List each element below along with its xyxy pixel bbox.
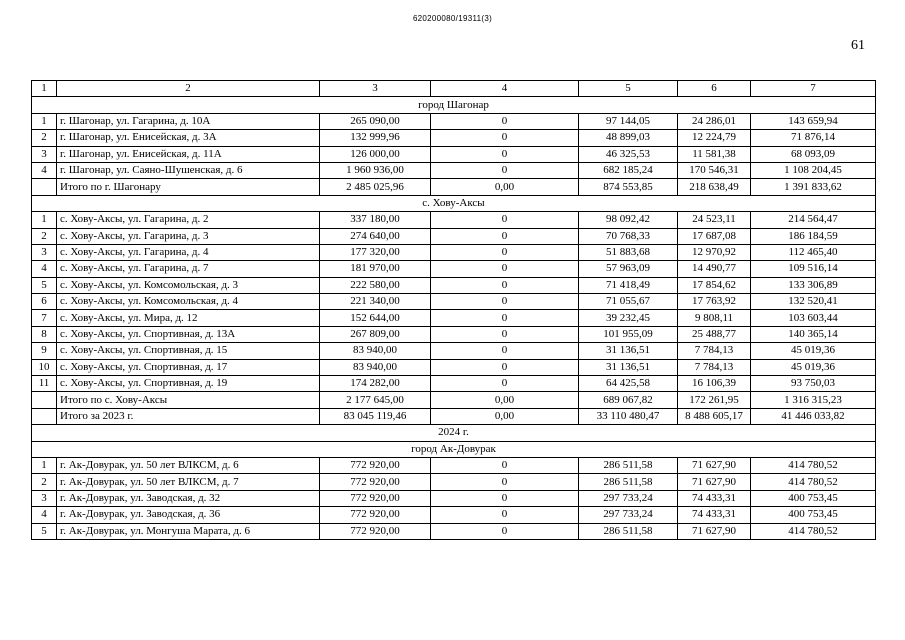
- table-cell: 286 511,58: [579, 474, 678, 490]
- table-cell: [32, 392, 57, 408]
- table-cell: 3: [32, 244, 57, 260]
- table-cell: 46 325,53: [579, 146, 678, 162]
- table-cell: г. Ак-Довурак, ул. Монгуша Марата, д. 6: [57, 523, 320, 539]
- table-cell: 74 433,31: [678, 507, 751, 523]
- table-cell: 0: [431, 294, 579, 310]
- table-cell: 286 511,58: [579, 457, 678, 473]
- table-cell: 267 809,00: [320, 326, 431, 342]
- table-cell: 4: [32, 261, 57, 277]
- table-cell: 152 644,00: [320, 310, 431, 326]
- table-cell: 14 490,77: [678, 261, 751, 277]
- table-cell: 7: [32, 310, 57, 326]
- table-row: [32, 310, 876, 326]
- table-cell: 874 553,85: [579, 179, 678, 195]
- table-cell: 1 108 204,45: [751, 162, 876, 178]
- table-cell: 0: [431, 343, 579, 359]
- table-cell: г. Ак-Довурак, ул. Заводская, д. 32: [57, 490, 320, 506]
- table-cell: 297 733,24: [579, 490, 678, 506]
- section-title: город Шагонар: [32, 97, 876, 113]
- table-cell: 0: [431, 277, 579, 293]
- table-cell: с. Хову-Аксы, ул. Гагарина, д. 2: [57, 212, 320, 228]
- table-cell: 181 970,00: [320, 261, 431, 277]
- table-cell: 24 286,01: [678, 113, 751, 129]
- table-cell: 0: [431, 228, 579, 244]
- table-cell: 51 883,68: [579, 244, 678, 260]
- section-row: [32, 425, 876, 441]
- table-cell: 689 067,82: [579, 392, 678, 408]
- table-cell: 31 136,51: [579, 343, 678, 359]
- table-cell: г. Ак-Довурак, ул. Заводская, д. 36: [57, 507, 320, 523]
- table-cell: 68 093,09: [751, 146, 876, 162]
- table-cell: 222 580,00: [320, 277, 431, 293]
- table-cell: 1 391 833,62: [751, 179, 876, 195]
- section-title: город Ак-Довурак: [32, 441, 876, 457]
- table-cell: 132 520,41: [751, 294, 876, 310]
- table-cell: [32, 179, 57, 195]
- table-cell: 17 763,92: [678, 294, 751, 310]
- table-cell: 48 899,03: [579, 130, 678, 146]
- table-cell: 172 261,95: [678, 392, 751, 408]
- table-cell: 221 340,00: [320, 294, 431, 310]
- table-cell: 74 433,31: [678, 490, 751, 506]
- table-cell: с. Хову-Аксы, ул. Мира, д. 12: [57, 310, 320, 326]
- table-cell: с. Хову-Аксы, ул. Гагарина, д. 7: [57, 261, 320, 277]
- table-row: [32, 474, 876, 490]
- table-cell: 133 306,89: [751, 277, 876, 293]
- table-cell: 274 640,00: [320, 228, 431, 244]
- table-cell: 0: [431, 490, 579, 506]
- table-row: [32, 146, 876, 162]
- page-number: 61: [851, 38, 865, 53]
- table-cell: 0: [431, 113, 579, 129]
- table-cell: 9 808,11: [678, 310, 751, 326]
- table-cell: 83 045 119,46: [320, 408, 431, 424]
- table-cell: 2: [32, 474, 57, 490]
- column-header: 1: [32, 81, 57, 97]
- table-cell: 772 920,00: [320, 490, 431, 506]
- table-cell: 39 232,45: [579, 310, 678, 326]
- table-cell: г. Ак-Довурак, ул. 50 лет ВЛКСМ, д. 6: [57, 457, 320, 473]
- table-cell: 71 418,49: [579, 277, 678, 293]
- table-cell: 1: [32, 457, 57, 473]
- table-cell: 5: [32, 277, 57, 293]
- table-cell: 45 019,36: [751, 359, 876, 375]
- table-cell: 297 733,24: [579, 507, 678, 523]
- table-cell: 218 638,49: [678, 179, 751, 195]
- table-cell: 10: [32, 359, 57, 375]
- table-cell: 3: [32, 146, 57, 162]
- table-cell: 132 999,96: [320, 130, 431, 146]
- table-row: [32, 294, 876, 310]
- table-cell: 64 425,58: [579, 376, 678, 392]
- table-cell: 414 780,52: [751, 523, 876, 539]
- section-row: [32, 195, 876, 211]
- table-cell: г. Ак-Довурак, ул. 50 лет ВЛКСМ, д. 7: [57, 474, 320, 490]
- table-cell: 1: [32, 113, 57, 129]
- table-cell: 11 581,38: [678, 146, 751, 162]
- table-cell: 101 955,09: [579, 326, 678, 342]
- table-cell: 0: [431, 162, 579, 178]
- table-cell: 12 224,79: [678, 130, 751, 146]
- table-cell: 83 940,00: [320, 343, 431, 359]
- column-header: 3: [320, 81, 431, 97]
- table-cell: Итого по г. Шагонару: [57, 179, 320, 195]
- table-cell: 0: [431, 359, 579, 375]
- table-cell: 24 523,11: [678, 212, 751, 228]
- table-cell: 0,00: [431, 392, 579, 408]
- table-row: [32, 376, 876, 392]
- table-row: [32, 212, 876, 228]
- table-cell: 4: [32, 162, 57, 178]
- table-row: [32, 326, 876, 342]
- table-cell: 414 780,52: [751, 474, 876, 490]
- table-cell: 0: [431, 310, 579, 326]
- table-cell: 3: [32, 490, 57, 506]
- section-row: [32, 97, 876, 113]
- data-table: [31, 80, 876, 540]
- table-row: [32, 277, 876, 293]
- table-cell: 186 184,59: [751, 228, 876, 244]
- table-cell: 0: [431, 376, 579, 392]
- table-cell: 2 485 025,96: [320, 179, 431, 195]
- column-header: 7: [751, 81, 876, 97]
- table-cell: 214 564,47: [751, 212, 876, 228]
- table-cell: 71 627,90: [678, 457, 751, 473]
- table-cell: 414 780,52: [751, 457, 876, 473]
- table-row: [32, 343, 876, 359]
- table-cell: 2 177 645,00: [320, 392, 431, 408]
- document-code: 620200080/19311(3): [412, 14, 493, 23]
- table-cell: [32, 408, 57, 424]
- table-cell: 11: [32, 376, 57, 392]
- column-header: 4: [431, 81, 579, 97]
- column-header: 5: [579, 81, 678, 97]
- table-row: [32, 359, 876, 375]
- table-row: [32, 228, 876, 244]
- table-cell: 97 144,05: [579, 113, 678, 129]
- table-cell: 2: [32, 228, 57, 244]
- table-cell: 17 854,62: [678, 277, 751, 293]
- table-cell: г. Шагонар, ул. Саяно-Шушенская, д. 6: [57, 162, 320, 178]
- table-cell: 83 940,00: [320, 359, 431, 375]
- table-cell: с. Хову-Аксы, ул. Спортивная, д. 13А: [57, 326, 320, 342]
- table-cell: 8: [32, 326, 57, 342]
- table-cell: 0: [431, 457, 579, 473]
- total-row: [32, 392, 876, 408]
- column-header: 6: [678, 81, 751, 97]
- table-cell: 337 180,00: [320, 212, 431, 228]
- table-cell: 16 106,39: [678, 376, 751, 392]
- table-cell: 71 876,14: [751, 130, 876, 146]
- table-row: [32, 457, 876, 473]
- table-row: [32, 113, 876, 129]
- table-cell: 1 960 936,00: [320, 162, 431, 178]
- table-cell: 0: [431, 523, 579, 539]
- table-cell: 0: [431, 212, 579, 228]
- table-cell: 93 750,03: [751, 376, 876, 392]
- table-cell: 71 627,90: [678, 474, 751, 490]
- table-cell: г. Шагонар, ул. Гагарина, д. 10А: [57, 113, 320, 129]
- table-cell: 103 603,44: [751, 310, 876, 326]
- table-cell: с. Хову-Аксы, ул. Комсомольская, д. 3: [57, 277, 320, 293]
- table-cell: 772 920,00: [320, 474, 431, 490]
- table-cell: 7 784,13: [678, 343, 751, 359]
- table-cell: 0: [431, 474, 579, 490]
- table-cell: 682 185,24: [579, 162, 678, 178]
- table-cell: с. Хову-Аксы, ул. Гагарина, д. 3: [57, 228, 320, 244]
- table-cell: 177 320,00: [320, 244, 431, 260]
- table-row: [32, 507, 876, 523]
- section-title: 2024 г.: [32, 425, 876, 441]
- table-cell: 0,00: [431, 179, 579, 195]
- table-row: [32, 244, 876, 260]
- table-cell: 400 753,45: [751, 490, 876, 506]
- table-cell: 109 516,14: [751, 261, 876, 277]
- header-row: [32, 81, 876, 97]
- table-cell: 174 282,00: [320, 376, 431, 392]
- table-cell: 70 768,33: [579, 228, 678, 244]
- table-cell: с. Хову-Аксы, ул. Спортивная, д. 15: [57, 343, 320, 359]
- table-cell: 98 092,42: [579, 212, 678, 228]
- table-cell: 126 000,00: [320, 146, 431, 162]
- total-row: [32, 408, 876, 424]
- table-cell: 1: [32, 212, 57, 228]
- table-row: [32, 130, 876, 146]
- table-cell: 12 970,92: [678, 244, 751, 260]
- table-cell: 33 110 480,47: [579, 408, 678, 424]
- table-cell: 71 627,90: [678, 523, 751, 539]
- table-cell: г. Шагонар, ул. Енисейская, д. 3А: [57, 130, 320, 146]
- table-cell: 45 019,36: [751, 343, 876, 359]
- table-cell: 772 920,00: [320, 507, 431, 523]
- table-row: [32, 523, 876, 539]
- table-row: [32, 261, 876, 277]
- table-cell: 0,00: [431, 408, 579, 424]
- table-cell: 9: [32, 343, 57, 359]
- table-cell: 772 920,00: [320, 457, 431, 473]
- table-cell: 7 784,13: [678, 359, 751, 375]
- table-cell: 5: [32, 523, 57, 539]
- section-row: [32, 441, 876, 457]
- table-cell: 57 963,09: [579, 261, 678, 277]
- table-cell: 0: [431, 261, 579, 277]
- table-cell: 772 920,00: [320, 523, 431, 539]
- table-cell: 0: [431, 326, 579, 342]
- table-cell: 4: [32, 507, 57, 523]
- table-cell: 2: [32, 130, 57, 146]
- table-cell: Итого за 2023 г.: [57, 408, 320, 424]
- table-cell: г. Шагонар, ул. Енисейская, д. 11А: [57, 146, 320, 162]
- section-title: с. Хову-Аксы: [32, 195, 876, 211]
- table-cell: 31 136,51: [579, 359, 678, 375]
- table-cell: 71 055,67: [579, 294, 678, 310]
- table-cell: 286 511,58: [579, 523, 678, 539]
- table-cell: 170 546,31: [678, 162, 751, 178]
- table-cell: 0: [431, 507, 579, 523]
- table-cell: 17 687,08: [678, 228, 751, 244]
- total-row: [32, 179, 876, 195]
- table-cell: с. Хову-Аксы, ул. Спортивная, д. 17: [57, 359, 320, 375]
- table-cell: 25 488,77: [678, 326, 751, 342]
- table-cell: 1 316 315,23: [751, 392, 876, 408]
- table-cell: 0: [431, 146, 579, 162]
- table-cell: Итого по с. Хову-Аксы: [57, 392, 320, 408]
- table-cell: 0: [431, 244, 579, 260]
- table-cell: 112 465,40: [751, 244, 876, 260]
- table-cell: 41 446 033,82: [751, 408, 876, 424]
- table-cell: 8 488 605,17: [678, 408, 751, 424]
- table-cell: 140 365,14: [751, 326, 876, 342]
- table-cell: 265 090,00: [320, 113, 431, 129]
- table-cell: с. Хову-Аксы, ул. Комсомольская, д. 4: [57, 294, 320, 310]
- table-cell: 0: [431, 130, 579, 146]
- table-cell: 143 659,94: [751, 113, 876, 129]
- table-cell: 6: [32, 294, 57, 310]
- column-header: 2: [57, 81, 320, 97]
- table-row: [32, 490, 876, 506]
- table-cell: с. Хову-Аксы, ул. Спортивная, д. 19: [57, 376, 320, 392]
- table-cell: с. Хову-Аксы, ул. Гагарина, д. 4: [57, 244, 320, 260]
- table-row: [32, 162, 876, 178]
- table-cell: 400 753,45: [751, 507, 876, 523]
- table-body: [32, 81, 876, 540]
